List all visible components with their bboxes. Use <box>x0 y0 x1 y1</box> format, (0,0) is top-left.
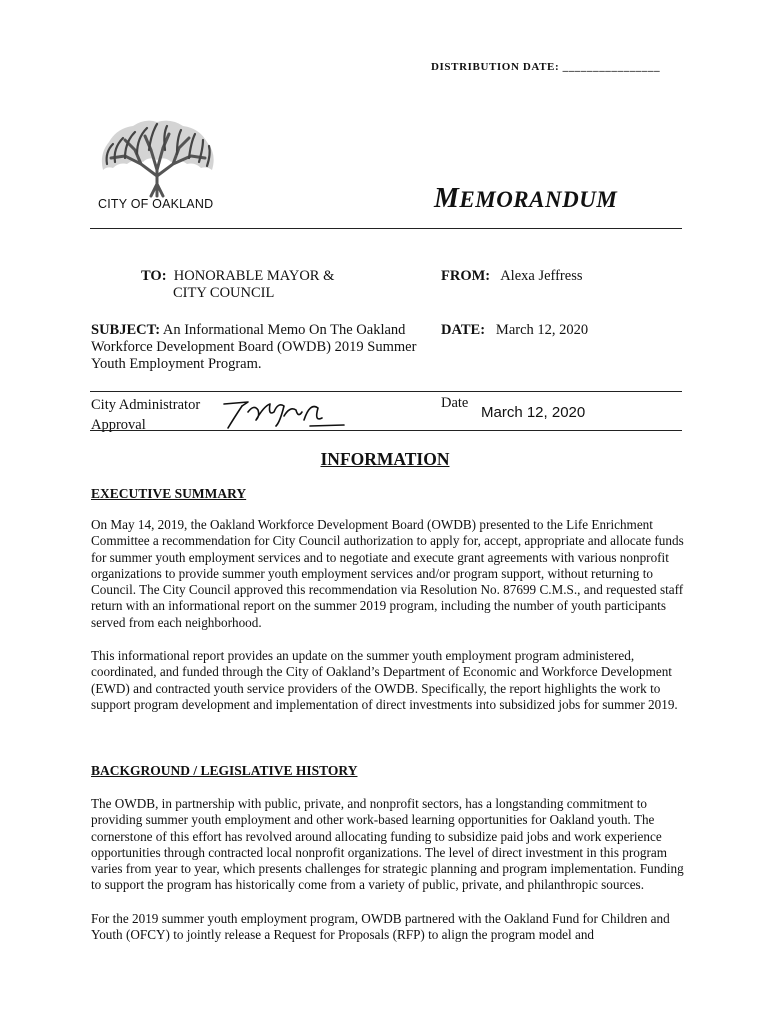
background-paragraph-1: The OWDB, in partnership with public, private, and nonprofit sectors, has a longstanding commitment to providing summer youth employment and other work-based learning opportunities for Oakland youth. The cornerstone of this effort has revolved around allocating funding to subsidize paid jobs and work experience opportunities through contracted local nonprofit organizations. The level of direct investment in this program varies from year to year, which presents challenges for strategic planning and program implementation. Funding to support the program has historically come from a variety of public, private, and philanthropic sources. <box>91 796 684 893</box>
approval-label <box>91 395 200 435</box>
date-value: March 12, 2020 <box>495 322 589 338</box>
from-value: Alexa Jeffress <box>500 268 583 284</box>
approval-label-line2: Approval <box>91 417 146 433</box>
memo-title-rest: EMORANDUM <box>459 187 618 212</box>
to-value-line1: HONORABLE MAYOR & <box>173 268 335 284</box>
exec-summary-paragraph-2: This informational report provides an update on the summer youth employment program administered, coordinated, and funded through the City of Oakland’s Department of Economic and Workforce Development (EWD) and contracted youth service providers of the OWDB. Specifically, the report highlights the work to support program development and implementation of direct investments into subsidized jobs for summer 2019. <box>91 648 678 712</box>
to-value-line2: CITY COUNCIL <box>173 285 275 301</box>
background-paragraph-2: For the 2019 summer youth employment program, OWDB partnered with the Oakland Fund for Children and Youth (OFCY) to jointly release a Request for Proposals (RFP) to align the program model and <box>91 911 670 943</box>
oak-tree-icon <box>95 118 220 198</box>
executive-summary-heading: EXECUTIVE SUMMARY <box>91 486 247 501</box>
from-label: FROM: <box>441 268 491 284</box>
section-title: INFORMATION <box>320 449 450 469</box>
date-label: DATE: <box>441 322 486 338</box>
to-field <box>141 268 334 302</box>
exec-summary-paragraph-1: On May 14, 2019, the Oakland Workforce Development Board (OWDB) presented to the Life Enrichment Committee a recommendation for City Council authorization to apply for, accept, appropriate and allocate funds for summer youth employment services and to negotiate and execute grant agreements with various nonprofit organizations to provide summer youth employment services and/or program support, without returning to Council. The City Council approved this recommendation via Resolution No. 87699 C.M.S., and requested staff return with an informational report on the summer 2019 program, including the number of youth participants served from each neighborhood. <box>91 517 684 630</box>
date-field <box>441 322 588 339</box>
logo-text: CITY OF OAKLAND <box>98 197 214 211</box>
memo-title-initial: M <box>434 183 460 214</box>
header-divider <box>90 228 682 229</box>
from-field <box>441 268 582 285</box>
approval-date-value: March 12, 2020 <box>481 404 586 421</box>
subject-field <box>91 322 431 373</box>
to-label: TO: <box>141 268 167 284</box>
subject-label: SUBJECT: <box>91 322 161 338</box>
city-logo <box>95 118 220 211</box>
background-heading: BACKGROUND / LEGISLATIVE HISTORY <box>91 763 358 778</box>
distribution-date: DISTRIBUTION DATE: ________________ <box>431 61 661 73</box>
approval-top-rule <box>90 391 682 392</box>
approval-date-label: Date <box>441 395 469 411</box>
approval-bottom-rule <box>90 430 682 431</box>
subject-text: An Informational Memo On The Oakland Workforce Development Board (OWDB) 2019 Summer Youth Employment Program. <box>91 322 417 372</box>
approval-label-line1: City Administrator <box>91 397 201 413</box>
signature-icon <box>218 392 348 432</box>
memo-title <box>434 183 617 215</box>
